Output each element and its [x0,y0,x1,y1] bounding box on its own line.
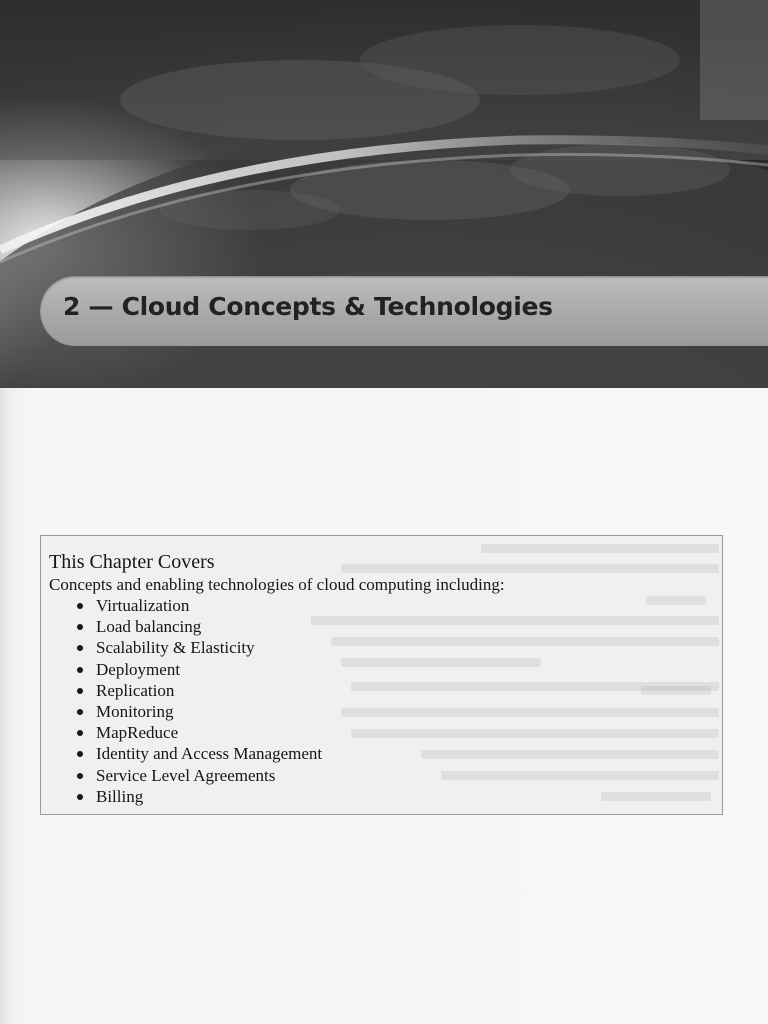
covers-intro: Concepts and enabling technologies of cloud computing including: [49,575,505,594]
list-item-label: Deployment [96,659,181,679]
chapter-covers [49,550,505,807]
bullet-icon [77,603,83,609]
chapter-title: 2 — Cloud Concepts & Technologies [63,292,553,321]
bullet-icon [77,709,83,715]
bullet-icon [77,794,83,800]
list-item-label: Service Level Agreements [96,765,276,785]
list-item-label: Identity and Access Management [96,744,323,764]
topics-list [49,595,505,807]
list-item-label: MapReduce [96,723,179,743]
bullet-icon [77,667,83,673]
bullet-icon [77,730,83,736]
list-item [75,616,505,637]
bullet-icon [77,624,83,630]
bullet-icon [77,645,83,651]
chapter-banner [0,0,768,388]
list-item [75,722,505,743]
list-item-label: Virtualization [96,596,190,615]
list-item-label: Monitoring [96,702,174,722]
bullet-icon [77,688,83,694]
list-item [75,765,505,786]
bullet-icon [77,751,83,757]
bullet-icon [77,773,83,779]
list-item [75,786,505,807]
chapter-covers-box [40,535,723,815]
covers-heading: This Chapter Covers [49,551,215,573]
list-item [75,701,505,722]
list-item-label: Scalability & Elasticity [96,638,255,658]
list-item-label: Billing [96,786,144,806]
list-item [75,659,505,680]
list-item [75,743,505,764]
list-item [75,637,505,658]
list-item-label: Load balancing [96,617,202,637]
list-item-label: Replication [96,680,175,700]
list-item [75,680,505,701]
list-item [75,595,505,616]
